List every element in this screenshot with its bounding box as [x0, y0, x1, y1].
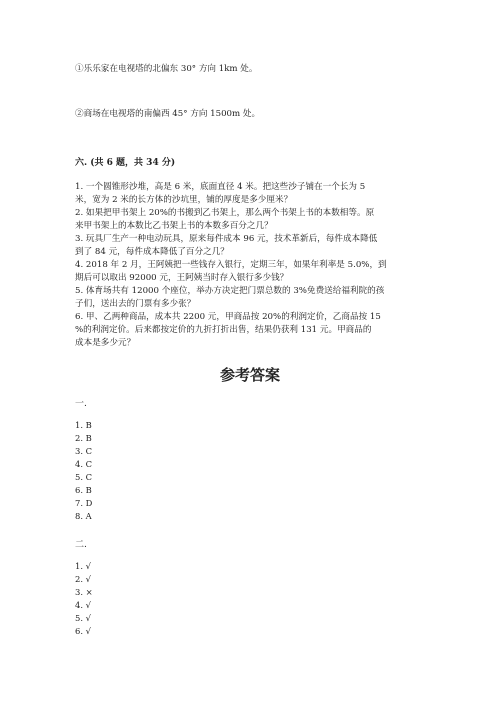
- answer-item: 4. C: [75, 459, 93, 469]
- question-line: 到了 84 元，每件成本降低了百分之几？: [75, 247, 229, 257]
- answer-item: 1. B: [75, 420, 92, 430]
- question-line: 1. 一个圆锥形沙堆，高是 6 米，底面直径 4 米。把这些沙子铺在一个长为 5: [75, 182, 366, 192]
- question-line: 2. 如果把甲书架上 20%的书搬到乙书架上，那么两个书架上书的本数相等。原: [75, 208, 375, 218]
- question-line: 米，宽为 2 米的长方体的沙坑里，铺的厚度是多少厘米？: [75, 195, 293, 205]
- answer-item: 2. B: [75, 433, 92, 443]
- question-line: 成本是多少元？: [75, 338, 136, 348]
- answer-item: 1. √: [75, 561, 91, 571]
- question-line: %的利润定价。后来都按定价的九折打折出售，结果仍获利 131 元。甲商品的: [75, 325, 372, 335]
- answer-item: 6. B: [75, 485, 92, 495]
- answer-item: 3. ×: [75, 587, 93, 597]
- question-line: 6. 甲、乙两种商品，成本共 2200 元，甲商品按 20%的利润定价，乙商品按 15: [75, 312, 381, 322]
- question-line: 3. 玩具厂生产一种电动玩具，原来每件成本 96 元，技术革新后，每件成本降低: [75, 234, 378, 244]
- answers-part-2-heading: 二.: [75, 540, 87, 550]
- answer-item: 5. √: [75, 613, 91, 623]
- question-line: 4. 2018 年 2 月，王阿姨把一些钱存入银行，定期三年，如果年利率是 5.0%，到: [75, 260, 387, 270]
- question-line: 子们，送出去的门票有多少张？: [75, 299, 196, 309]
- answers-part-1-heading: 一.: [75, 399, 87, 409]
- question-line: 来甲书架上的本数比乙书架上书的本数多百分之几？: [75, 221, 273, 231]
- section-6-heading: 六. (共 6 题，共 34 分): [75, 158, 176, 168]
- answer-item: 7. D: [75, 498, 93, 508]
- answer-item: 4. √: [75, 600, 91, 610]
- direction-1: ①乐乐家在电视塔的北偏东 30° 方向 1km 处。: [75, 64, 258, 74]
- question-line: 期后可以取出 92000 元，王阿姨当时存入银行多少钱？: [75, 273, 289, 283]
- answer-item: 6. √: [75, 626, 91, 636]
- answer-item: 8. A: [75, 511, 92, 521]
- answer-item: 2. √: [75, 574, 91, 584]
- answers-title: 参考答案: [219, 366, 280, 384]
- answer-item: 5. C: [75, 472, 93, 482]
- answer-item: 3. C: [75, 446, 93, 456]
- question-line: 5. 体育场共有 12000 个座位，举办方决定把门票总数的 3%免费送给福利院的孩: [75, 286, 385, 296]
- direction-2: ②商场在电视塔的南偏西 45° 方向 1500m 处。: [75, 109, 261, 119]
